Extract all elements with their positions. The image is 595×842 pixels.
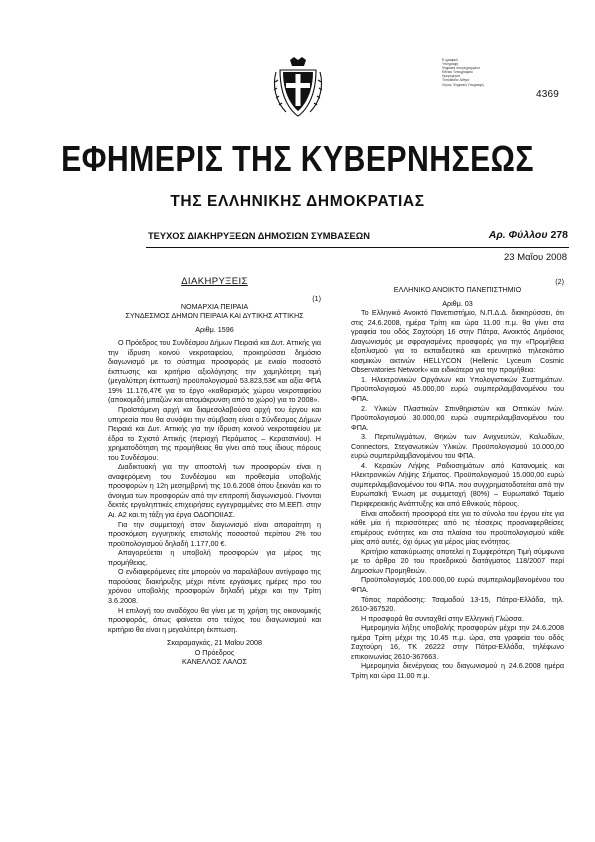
notice-number: (1) [312, 293, 321, 303]
org-line: ΣΥΝΔΕΣΜΟΣ ΔΗΜΩΝ ΠΕΙΡΑΙΑ ΚΑΙ ΔΥΤΙΚΗΣ ΑΤΤΙΚΗΣ [125, 311, 304, 321]
paragraph: Το Ελληνικό Ανοικτό Πανεπιστήμιο, Ν.Π.Δ.Δ. διακηρύσσει, ότι στις 24.6.2008, ημέρα Τρίτη και ώρα 11.00 π.μ. θα γίνει στα γραφεία του οδός Σαχτούρη 16 στην Πάτρα, Ανοικτός Δημόσιος Διαγωνισμός με σφραγισμένες προσφορές για την «Προμήθεια εξοπλισμού για το εκπαιδευτικό και ερευνητικό τηλεσκόπιο κοσμικών ακτινών HELLYCON (Hellenic Lyceum Cosmic Observatories Network» και ειδικότερα για την προμήθεια: [351, 308, 564, 375]
signature-title: Ο Πρόεδρος [194, 647, 235, 657]
paragraph: Ο ενδιαφερόμενες είτε μπορούν να παραλάβουν αντίγραφο της παρούσας διακήρυξης μέχρι πέντε εργάσιμες ημέρες προ του χρόνου υποβολής προσφορών δηλαδή μέχρι και την Τρίτη 3.6.2008. [108, 567, 321, 605]
paragraph: Διαδικτυακή για την αποστολή των προσφορών είναι η αναφερόμενη του Συνδέσμου και προθεσμία υποβολής προσφορών η 12η μεσημβρινή της 10.6.2008 όπου ξεκινάει και το άνοιγμα των προσφορών από την επιτροπή διαγωνισμού. Γίνονται δεκτές εργοληπτικές επιχειρήσεις εγγεγραμμένες στο Μ.ΕΕΠ. στην Αι. Α2 και.τη τάξη για έργα ΟΔΟΠΟΙΙΑΣ. [108, 462, 321, 520]
section-heading: ΔΙΑΚΗΡΥΞΕΙΣ [181, 276, 248, 287]
paragraph: Απαγορεύεται η υποβολή προσφορών για μέρος της προμήθειας. [108, 548, 321, 567]
sheet-number-value: 278 [550, 229, 568, 241]
paragraph: 2. Υλικών Πλαστικών Σπινθηριστών και Οπτικών Ινών. Προϋπολογισμού 30.000,00 ευρώ συμπεριλαμβανομένου του ΦΠΑ. [351, 403, 564, 432]
paragraph: 4. Κεραιών Λήψης Ραδιοσημάτων από Κατανομείς και Ηλεκτρονικών Λήψης Σήματος. Προϋπολογισμού 15.000,00 ευρώ συμπεριλαμβανομένου του ΦΠΑ. που συγχρηματοδοτείται από την Ευρωπαϊκή Ένωση με συμμετοχή (80%) – Ευρωπαϊκό Ταμείο Περιφερειακής Ανάπτυξης και από Εθνικούς πόρους. [351, 460, 564, 509]
org-line: ΕΛΛΗΝΙΚΟ ΑΝΟΙΚΤΟ ΠΑΝΕΠΙΣΤΗΜΙΟ [393, 285, 522, 294]
right-column [351, 277, 564, 680]
issue-date: 23 Μαΐου 2008 [504, 252, 567, 263]
publisher-stamp: E-γραφικά Υπογραφή Ψηφιακά υπογεγραμμένο Εθνικό Τυπογραφείο Ημερομηνία Τοποθεσία: Αθήνα Λόγος: Ψηφιακή Υπογραφή [442, 58, 484, 87]
coat-of-arms-icon [270, 56, 326, 122]
paragraph: 3. Περιτυλιγμάτων, Θηκών των Ανιχνευτών, Καλωδίων, Connectors, Στεγανωτικών Υλικών. Προϋπολογισμού 10.000,00 ευρώ συμπεριλαμβανομένου του ΦΠΑ. [351, 432, 564, 461]
signature-name: ΚΑΝΕΛΛΟΣ ΛΑΛΟΣ [182, 657, 247, 667]
issue-info [148, 231, 568, 245]
paragraph: Για την συμμετοχή στον διαγωνισμό είναι απαραίτητη η προσκόμιση εγγυητικής επιστολής ποσοστού περίπου 2% του προϋπολογισμού δηλαδή 1.177,00 €. [108, 519, 321, 548]
paragraph: Η προσφορά θα συνταχθεί στην Ελληνική Γλώσσα. [361, 613, 524, 623]
paragraph: Ημερομηνία διενέργειας του διαγωνισμού η 24.6.2008 ημέρα Τρίτη και ώρα 11.00 π.μ. [351, 661, 564, 680]
org-line: ΝΟΜΑΡΧΙΑ ΠΕΙΡΑΙΑ [180, 301, 249, 311]
masthead-title: ΕΦΗΜΕΡΙΣ ΤΗΣ ΚΥΒΕΡΝΗΣΕΩΣ [61, 138, 534, 179]
header-rule [146, 247, 569, 248]
page-number: 4369 [536, 89, 560, 100]
sheet-number [489, 229, 568, 241]
notice-number: (2) [555, 277, 564, 286]
paragraph: 1. Ηλεκτρονικών Οργάνων και Υπολογιστικών Συστημάτων. Προϋπολογισμού 45.000,00 ευρώ συμπεριλαμβανομένου του ΦΠΑ. [351, 374, 564, 404]
signature-place-date: Σκαραμαγκάς, 21 Μαΐου 2008 [166, 638, 262, 648]
paragraph: Προϋπολογισμός 100.000,00 ευρώ συμπεριλαμβανομένου του ΦΠΑ. [351, 575, 564, 594]
paragraph: Τόπος παράδοσης: Τσαμαδού 13-15, Πάτρα-Ελλάδα, τηλ. 2610-367520. [351, 594, 564, 614]
paragraph: Προϊστάμενη αρχή και διαμεσολαβούσα αρχή του έργου και υπηρεσία που θα συνάψει την σύμβαση είναι ο Σύνδεσμος Δήμων Πειραιά και Δυτ. Αττικής για την ίδρυση κοινού νεκροταφείου με έδρα το Σχιστό Αττικής (περιοχή Περάματος – Κερατσινίου). Η χρηματοδότηση της προμήθειας θα γίνει από τους ίδιους πόρους του Συνδέσμου. [108, 405, 321, 462]
sheet-label: Αρ. Φύλλου [488, 229, 548, 241]
paragraph: Η επιλογή του αναδόχου θα γίνει με τη χρήση της οικονομικής προσφοράς, όπως φαίνεται στο τεύχος του διαγωνισμού και κριτήριο θα είναι η μεγαλύτερη έκπτωση. [108, 605, 321, 634]
reference-number: Αριθμ. 03 [442, 298, 473, 308]
paragraph: Ο Πρόεδρος του Συνδέσμου Δήμων Πειραιά και Δυτ. Αττικής για την ίδρυση κοινού νεκροταφείου, προκηρύσσει δημόσιο διαγωνισμό με το σύστημα προσφοράς με ενιαίο ποσοστό έκπτωσης και κριτήριο αξιολόγησης την χαμηλότερη τιμή (μεγαλύτερη έκπτωση) προϋπολογισμού 53.823,53€ και αξία ΦΠΑ 19% 11.176,47€ για το έργο «καθαρισμός χώρου νεκροταφείου (αποκομιδή μπαζών και απομάκρυνση από το χώρο) για το 2008». [108, 338, 321, 405]
issue-type: ΤΕΥΧΟΣ ΔΙΑΚΗΡΥΞΕΩΝ ΔΗΜΟΣΙΩΝ ΣΥΜΒΑΣΕΩΝ [148, 231, 370, 241]
masthead-subtitle: ΤΗΣ ΕΛΛΗΝΙΚΗΣ ΔΗΜΟΚΡΑΤΙΑΣ [170, 193, 425, 210]
left-column [108, 277, 321, 667]
paragraph: Είναι αποδεκτή προσφορά είτε για το σύνολο του έργου είτε για κάθε μία ή περισσότερες από τις τέσσερις προαναφερθείσες επιμέρους ενότητες και στα πλαίσια του προϋπολογισμού κάθε μίας από αυτές, όχι όμως για μέρος μίας ενότητας. [351, 508, 564, 547]
paragraph: Κριτήριο κατακύρωσης αποτελεί η Συμφερότερη Τιμή σύμφωνα με το άρθρο 20 του προεδρικού διατάγματος 118/2007 περί Δημοσίων Προμηθειών. [351, 546, 564, 575]
reference-number: Αριθμ. 1596 [195, 324, 234, 334]
paragraph: Ημερομηνία λήξης υποβολής προσφορών μέχρι την 24.6.2008 ημέρα Τρίτη μέχρι της 10.45 π.μ. ώρα, στα γραφεία του οδός Σαχτούρη 16, ΤΚ 26222 στην Πάτρα-Ελλάδα, τηλέφωνο επικοινωνίας 2610-367663. [351, 623, 564, 661]
